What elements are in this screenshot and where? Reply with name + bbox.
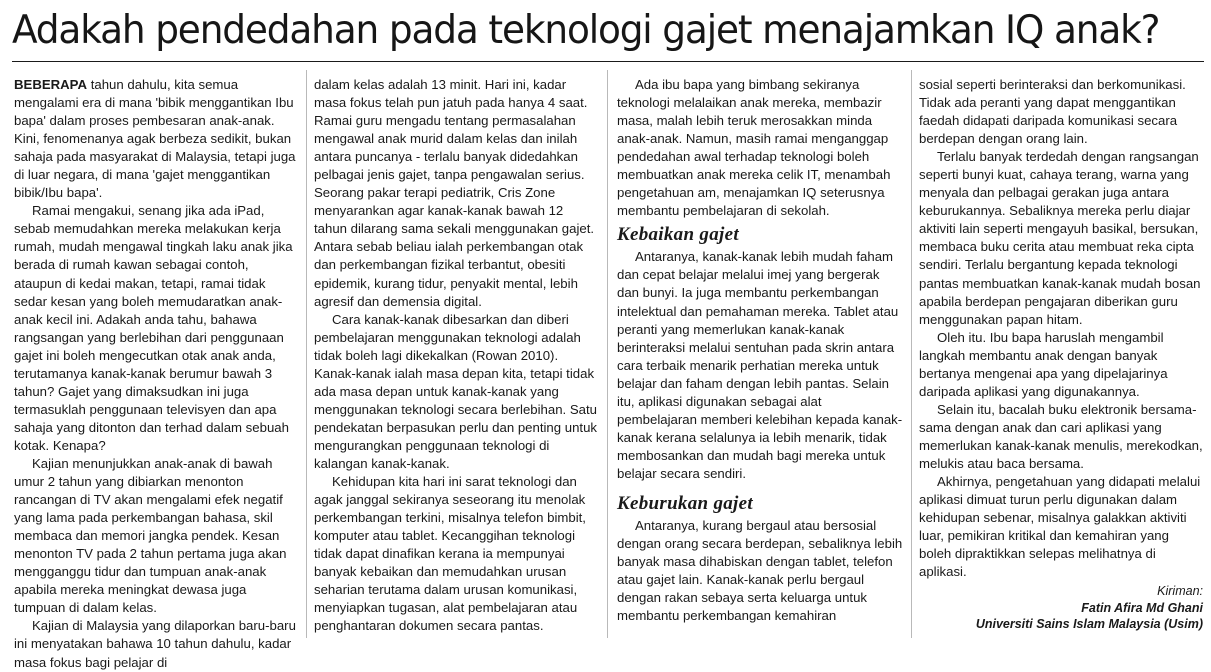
article-paragraph: Antaranya, kurang bergaul atau bersosial dengan orang secara berdepan, sebaliknya lebih banyak masa dihabiskan dengan tablet, telefon atau gajet lain. Kanak-kanak perlu bergaul dengan rakan sebaya serta keluarga untuk membantu perkembangan kemahiran xyxy=(617,517,903,624)
article-paragraph: Cara kanak-kanak dibesarkan dan diberi pembelajaran menggunakan teknologi adalah tidak boleh lagi dikekalkan (Rowan 2010). Kanak-kanak ialah masa depan kita, tetapi tidak ada masa depan untuk kanak-kanak yang menggunakan teknologi secara berlebihan. Satu pendekatan berpasukan perlu dan penting untuk mengurangkan penggunaan teknologi di kalangan kanak-kanak. xyxy=(314,311,598,471)
paragraph-text: tahun dahulu, kita semua mengalami era di mana 'bibik menggantikan Ibu bapa' dalam proses pembesaran anak-anak. Kini, fenomenanya agak berbeza sedikit, bukan sahaja pada masyarakat di Malaysia, tetapi juga di luar negara, di mana 'gajet menggantikan bibik/Ibu bapa'. xyxy=(14,77,296,201)
column-divider xyxy=(607,70,608,638)
article-column-1 xyxy=(14,76,298,672)
article-column-3 xyxy=(617,76,905,625)
article-paragraph: Oleh itu. Ibu bapa haruslah mengambil langkah membantu anak dengan banyak bertanya mengenai apa yang dipelajarinya daripada aplikasi yang digunakannya. xyxy=(919,329,1168,399)
article-paragraph: Akhirnya, pengetahuan yang didapati melalui aplikasi dimuat turun perlu digunakan dalam kehidupan sebenar, misalnya galakkan aktiviti luar, pemikiran kritikal dan kemahiran yang boleh dipraktikkan selepas melihatnya di aplikasi. xyxy=(919,474,1201,580)
credit-university: Universiti Sains Islam Malaysia (Usim) xyxy=(975,617,1203,631)
author-credit xyxy=(976,583,1203,633)
article-paragraph: Ramai mengakui, senang jika ada iPad, sebab memudahkan mereka melakukan kerja rumah, mudah mengawal tingkah laku anak jika berada di rumah kawan sebagai contoh, ataupun di kedai makan, tetapi, ramai tidak sedar kesan yang boleh memudaratkan anak-anak kecil ini. Adakah anda tahu, bahawa rangsangan yang berlebihan dari penggunaan gajet ini boleh mengecutkan otak anak anda, terutamanya kanak-kanak berumur bawah 3 tahun? Gajet yang dimaksudkan ini juga termasuklah penggunaan televisyen dan apa sahaja yang ditonton dan terhad dalam sebuah kotak. Kenapa? xyxy=(14,203,293,453)
article-paragraph: Kajian menunjukkan anak-anak di bawah umur 2 tahun yang dibiarkan menonton rancangan di TV akan mengalami efek negatif yang lama pada perkembangan bahasa, skil membaca dan memori jangka pendek. Kesan menonton TV pada 2 tahun pertama juga akan mengganggu tidur dan tumpuan anak-anak apabila mereka meningkat dewasa juga tumpuan di dalam kelas. xyxy=(14,455,287,616)
article-paragraph: Antaranya, kanak-kanak lebih mudah faham dan cepat belajar melalui imej yang bergerak dan bunyi. Ia juga membantu perkembangan intelektual dan pemahaman mereka. Tablet atau peranti yang memerlukan kanak-kanak berinteraksi melalui sentuhan pada skrin antara cara terbaik menarik perhatian mereka untuk belajar dan faham dengan lebih pantas. Selain itu, aplikasi digunakan sebagai alat pembelajaran memberi kelebihan kepada kanak-kanak kerana selalunya ia lebih menarik, tidak membosankan dan mudah bagi mereka untuk belajar secara sendiri. xyxy=(617,249,903,481)
headline-rule xyxy=(12,61,1204,62)
column-divider xyxy=(306,70,307,638)
subheading-keburukan-gajet: Keburukan gajet xyxy=(617,492,753,514)
article-paragraph: sosial seperti berinteraksi dan berkomunikasi. Tidak ada peranti yang dapat menggantikan faedah didapati daripada komunikasi secara berdepan dengan orang lain. xyxy=(919,77,1186,147)
article-paragraph: dalam kelas adalah 13 minit. Hari ini, kadar masa fokus telah pun jatuh pada hanya 4 saat. Ramai guru mengadu tentang permasalahan mengawal anak murid dalam kelas dan inilah antara puncanya - terlalu banyak didedahkan pelbagai jenis gajet, tanpa pengawalan serius. Seorang pakar terapi pediatrik, Cris Zone menyarankan agar kanak-kanak bawah 12 tahun dilarang sama sekali menggunakan gajet. Antara sebab beliau ialah perkembangan otak dan perkembangan fizikal terbantut, obesiti epidemik, kurang tidur, penyakit mental, lebih agresif dan demensia digital. xyxy=(314,77,595,309)
lead-word: BEBERAPA xyxy=(14,77,88,92)
article-paragraph: Terlalu banyak terdedah dengan rangsangan seperti bunyi kuat, cahaya terang, warna yang menyala dan pelbagai gerakan juga antara keburukannya. Sebaliknya mereka perlu diajar aktiviti lain seperti mengayuh basikal, bersukan, membaca buku cerita atau membuat reka cipta sendiri. Terlalu bergantung kepada teknologi pantas membuatkan kanak-kanak mudah bosan apabila berdepan pengajaran diberikan guru menggunakan papan hitam. xyxy=(919,149,1201,327)
column-divider xyxy=(911,70,912,638)
article-paragraph: Kajian di Malaysia yang dilaporkan baru-baru ini menyatakan bahawa 10 tahun dahulu, kadar masa fokus bagi pelajar di xyxy=(14,618,296,670)
article-column-2 xyxy=(314,76,598,635)
article-paragraph: Ada ibu bapa yang bimbang sekiranya teknologi melalaikan anak mereka, membazir masa, malah lebih teruk merosakkan minda anak-anak. Namun, masih ramai menganggap pendedahan awal terhadap teknologi boleh membuatkan anak mereka celik IT, menambah pengetahuan am, menajamkan IQ seterusnya membantu pembelajaran di sekolah. xyxy=(617,77,891,219)
article-paragraph: Selain itu, bacalah buku elektronik bersama-sama dengan anak dan cari aplikasi yang memerlukan kanak-kanak menulis, merekodkan, melukis atau baca bersama. xyxy=(919,401,1203,471)
article-paragraph xyxy=(14,76,298,202)
credit-author: Fatin Afira Md Ghani xyxy=(1081,600,1203,615)
article-column-4 xyxy=(919,76,1203,581)
subheading-kebaikan-gajet: Kebaikan gajet xyxy=(617,224,739,246)
article-headline: Adakah pendedahan pada teknologi gajet menajamkan IQ anak? xyxy=(12,8,1160,53)
article-paragraph: Kehidupan kita hari ini sarat teknologi dan agak janggal sekiranya seseorang itu menolak perkembangan terkini, misalnya telefon bimbit, komputer atau tablet. Kecanggihan teknologi tidak dapat dinafikan kerana ia mempunyai banyak kebaikan dan memudahkan urusan seharian terutama dalam urusan komunikasi, menyiapkan tugasan, alat pembelajaran atau penghantaran dokumen secara pantas. xyxy=(314,474,586,634)
credit-label: Kiriman: xyxy=(1157,584,1203,598)
